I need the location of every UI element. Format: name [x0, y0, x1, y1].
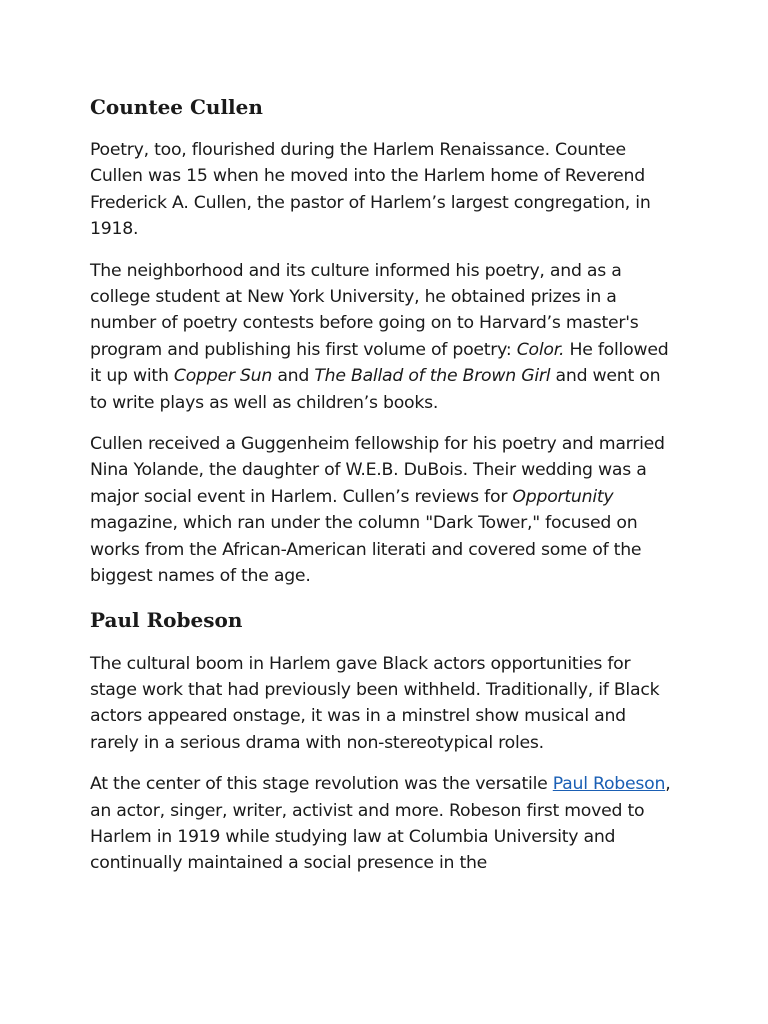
book-title-ballad: The Ballad of the Brown Girl [314, 366, 551, 387]
paragraph-text: , an actor, singer, writer, activist and more. Robeson first moved to Harlem in 1919 while studying law at Columbia University and continually maintained a social presence in the [90, 774, 671, 874]
paragraph-text: magazine, which ran under the column "Dark Tower," focused on works from the African-American literati and covered some of the biggest names of the age. [90, 513, 642, 587]
section-heading-paul-robeson: Paul Robeson [90, 607, 243, 632]
book-title-color: Color. [516, 339, 565, 360]
paragraph-robeson-cultural-boom: The cultural boom in Harlem gave Black actors opportunities for stage work that had previously been withheld. Traditionally, if Black actors appeared onstage, it was in a minstrel show musical and rarely in a serious drama with non-stereotypical roles. [90, 653, 660, 753]
paragraph-text: and [272, 366, 315, 387]
paragraph-cullen-intro: Poetry, too, flourished during the Harlem Renaissance. Countee Cullen was 15 when he moved into the Harlem home of Reverend Frederick A. Cullen, the pastor of Harlem’s largest congregation, in 1918. [90, 140, 651, 240]
paragraph-cullen-fellowship [90, 431, 678, 589]
paragraph-text: He followed it up with [90, 339, 669, 387]
paragraph-text: The neighborhood and its culture informed his poetry, and as a college student at New York University, he obtained prizes in a number of poetry contests before going on to Harvard’s master's program and publishing his first volume of poetry: [90, 260, 639, 360]
paragraph-text: At the center of this stage revolution was the versatile [90, 774, 553, 795]
paragraph-text: Cullen received a Guggenheim fellowship for his poetry and married Nina Yolande, the daughter of W.E.B. DuBois. Their wedding was a major social event in Harlem. Cullen’s reviews for [90, 434, 665, 507]
book-title-copper-sun: Copper Sun [173, 366, 273, 387]
section-heading-countee-cullen: Countee Cullen [90, 95, 263, 119]
paragraph-text: and went on to write plays as well as children’s books. [90, 366, 661, 413]
paragraph-robeson-center [90, 771, 678, 877]
paul-robeson-link[interactable]: Paul Robeson [552, 774, 666, 795]
paragraph-cullen-poetry [90, 258, 678, 416]
magazine-title-opportunity: Opportunity [512, 486, 614, 507]
